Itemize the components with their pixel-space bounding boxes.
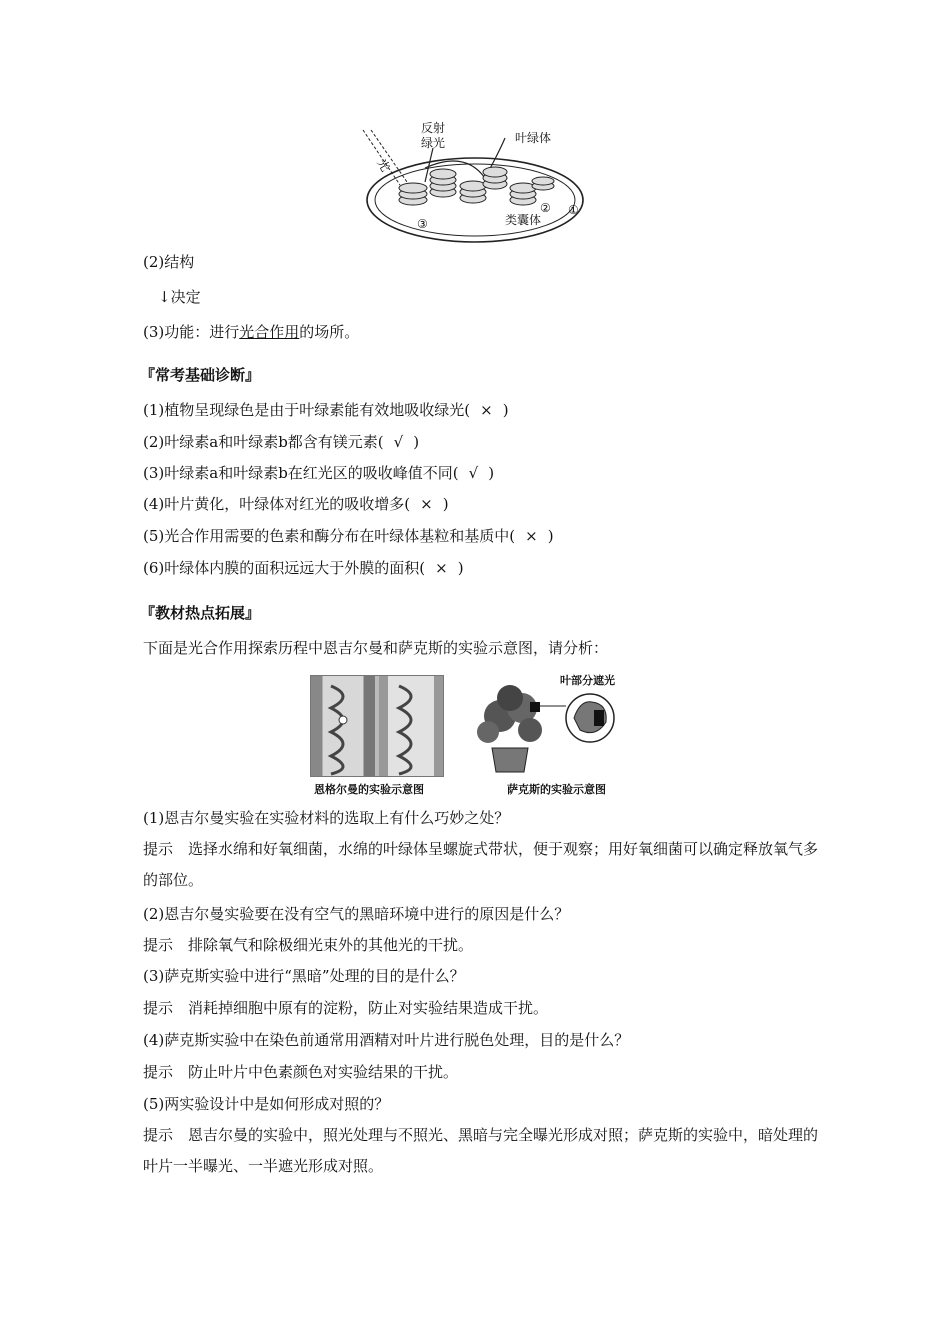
- answer-5: 提示 恩吉尔曼的实验中，照光处理与不照光、黑暗与完全曝光形成对照；萨克斯的实验中，暗处理的叶片一半曝光、一半遮光形成对照。: [143, 1126, 819, 1175]
- light-ray: [363, 130, 400, 185]
- extension-intro: 下面是光合作用探索历程中恩吉尔曼和萨克斯的实验示意图，请分析：: [143, 639, 609, 657]
- diag-item: (1)植物呈现绿色是由于叶绿素能有效地吸收绿光( × ): [143, 401, 509, 419]
- leaf-shade-label: 叶部分遮光: [560, 674, 615, 687]
- answer-4: 提示 防止叶片中色素颜色对实验结果的干扰。: [143, 1063, 459, 1081]
- section-extension-title: 『教材热点拓展』: [140, 604, 261, 622]
- question-1: (1)恩吉尔曼实验在实验材料的选取上有什么巧妙之处？: [143, 809, 510, 827]
- answer-3: 提示 消耗掉细胞中原有的淀粉，防止对实验结果造成干扰。: [143, 999, 549, 1017]
- decide-arrow: ↓决定: [158, 288, 201, 306]
- label-thylakoid: 类囊体: [505, 213, 542, 227]
- label-reflect: 反射: [421, 121, 446, 135]
- question-5: (5)两实验设计中是如何形成对照的？: [143, 1095, 390, 1113]
- function-underline: 光合作用: [239, 323, 300, 341]
- mark-2: ②: [540, 201, 551, 215]
- answer-2: 提示 排除氧气和除极细光束外的其他光的干扰。: [143, 936, 474, 954]
- diag-item: (5)光合作用需要的色素和酶分布在叶绿体基粒和基质中( × ): [143, 527, 554, 545]
- question-4: (4)萨克斯实验中在染色前通常用酒精对叶片进行脱色处理，目的是什么？: [143, 1031, 630, 1049]
- diag-item: (3)叶绿素a和叶绿素b在红光区的吸收峰值不同( √ ): [143, 464, 495, 482]
- diag-item: (2)叶绿素a和叶绿素b都含有镁元素( √ ): [143, 433, 420, 451]
- answer-1: 提示 选择水绵和好氧细菌，水绵的叶绿体呈螺旋式带状，便于观察；用好氧细菌可以确定释放氧气多的部位。: [143, 840, 819, 889]
- engelmann-caption: 恩格尔曼的实验示意图: [314, 783, 424, 796]
- engelmann-figure: [310, 675, 444, 777]
- section-diagnosis-title: 『常考基础诊断』: [140, 366, 261, 384]
- question-2: (2)恩吉尔曼实验要在没有空气的黑暗环境中进行的原因是什么？: [143, 905, 570, 923]
- sachs-caption: 萨克斯的实验示意图: [507, 783, 606, 796]
- diag-item: (4)叶片黄化，叶绿体对红光的吸收增多( × ): [143, 495, 449, 513]
- grana-stacks: [399, 167, 554, 205]
- question-3: (3)萨克斯实验中进行“黑暗”处理的目的是什么？: [143, 967, 465, 985]
- function-prefix: (3)功能：进行: [143, 323, 240, 341]
- chloroplast-figure: [355, 120, 595, 245]
- label-chloroplast: 叶绿体: [515, 131, 552, 145]
- spirogyra-spiral: [311, 676, 443, 776]
- sachs-figure: [470, 668, 630, 778]
- structure-item-2: (2)结构: [143, 253, 195, 271]
- function-suffix: 的场所。: [299, 323, 360, 341]
- label-green-light: 绿光: [421, 136, 446, 150]
- diag-item: (6)叶绿体内膜的面积远远大于外膜的面积( × ): [143, 559, 464, 577]
- function-item-3: [143, 322, 359, 342]
- label-light: 光: [374, 156, 393, 174]
- mark-1: ①: [568, 203, 579, 217]
- mark-3: ③: [417, 217, 428, 231]
